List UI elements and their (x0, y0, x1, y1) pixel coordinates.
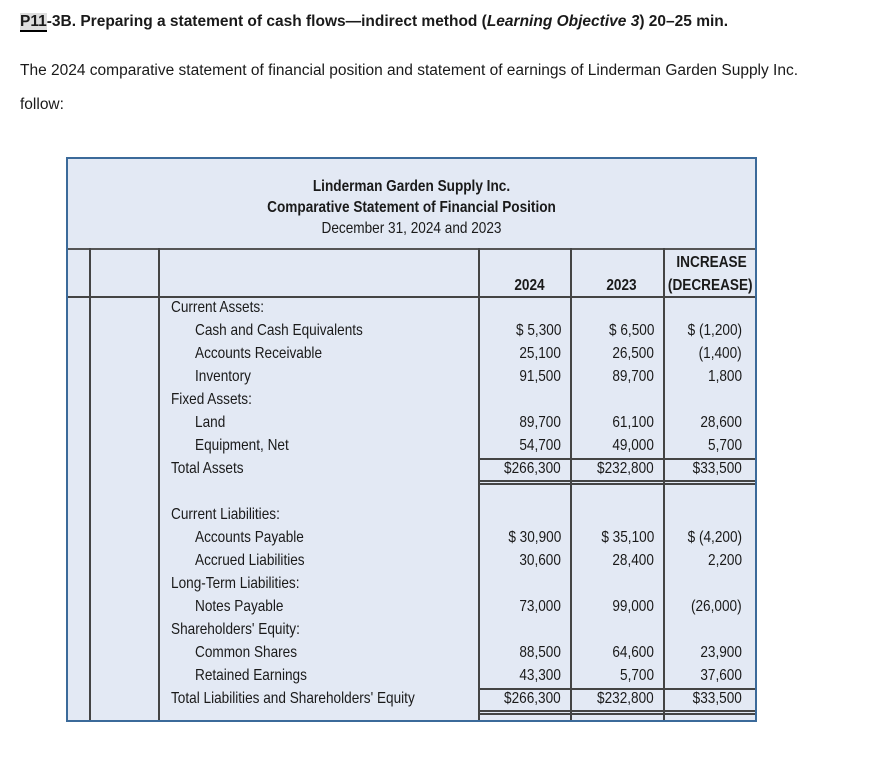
row-label: Retained Earnings (195, 667, 307, 684)
row-label: Current Liabilities: (171, 506, 280, 523)
row-label: Long-Term Liabilities: (171, 575, 300, 592)
value-change: $33,500 (692, 690, 742, 707)
divider (158, 248, 160, 720)
value-2023: 49,000 (612, 437, 654, 454)
value-2024: 91,500 (519, 368, 561, 385)
value-change: 23,900 (700, 644, 742, 661)
time-estimate: ) 20–25 min. (639, 13, 729, 30)
value-2024: 25,100 (519, 345, 561, 362)
row-label: Fixed Assets: (171, 391, 252, 408)
row-label: Total Assets (171, 460, 244, 477)
total-double-rule (479, 480, 755, 482)
value-2024: $ 5,300 (515, 322, 561, 339)
statement-date: December 31, 2024 and 2023 (321, 220, 502, 237)
problem-code: P11 (20, 13, 47, 30)
value-change: 5,700 (707, 437, 742, 454)
value-change: $ (1,200) (687, 322, 742, 339)
value-change: (26,000) (691, 598, 742, 615)
value-2023: $232,800 (597, 690, 654, 707)
col-2023: 2023 (606, 277, 637, 294)
problem-title (20, 13, 728, 31)
value-2023: 61,100 (612, 414, 654, 431)
value-2023: $ 35,100 (601, 529, 654, 546)
total-double-rule (479, 713, 755, 715)
row-label: Notes Payable (195, 598, 284, 615)
value-change: 28,600 (700, 414, 742, 431)
divider (89, 248, 91, 720)
value-2023: $ 6,500 (608, 322, 654, 339)
value-2023: 28,400 (612, 552, 654, 569)
row-label: Cash and Cash Equivalents (195, 322, 363, 339)
col-change-2: (DECREASE) (668, 277, 753, 294)
value-2023: 89,700 (612, 368, 654, 385)
col-2024: 2024 (514, 277, 545, 294)
value-2023: $232,800 (597, 460, 654, 477)
row-label: Current Assets: (171, 299, 264, 316)
value-2023: 99,000 (612, 598, 654, 615)
title-text: -3B. Preparing a statement of cash flows—indirect method ( (46, 13, 487, 30)
row-label: Shareholders' Equity: (171, 621, 300, 638)
row-label: Accounts Receivable (195, 345, 323, 362)
value-2024: 73,000 (519, 598, 561, 615)
statement-header (68, 159, 755, 250)
value-change: $33,500 (692, 460, 742, 477)
learning-objective: Learning Objective 3 (486, 13, 640, 30)
total-rule (479, 688, 755, 690)
value-2023: 64,600 (612, 644, 654, 661)
value-2024: 88,500 (519, 644, 561, 661)
value-2024: 30,600 (519, 552, 561, 569)
company-name: Linderman Garden Supply Inc. (312, 178, 511, 195)
total-double-rule (479, 710, 755, 712)
value-2023: 5,700 (619, 667, 654, 684)
row-label: Land (195, 414, 226, 431)
value-change: 1,800 (707, 368, 742, 385)
value-2023: 26,500 (612, 345, 654, 362)
row-label: Total Liabilities and Shareholders' Equity (171, 690, 415, 707)
value-change: (1,400) (698, 345, 742, 362)
value-2024: $266,300 (504, 460, 561, 477)
row-label: Accrued Liabilities (195, 552, 305, 569)
row-label: Common Shares (195, 644, 298, 661)
value-2024: 89,700 (519, 414, 561, 431)
value-2024: $266,300 (504, 690, 561, 707)
value-2024: 43,300 (519, 667, 561, 684)
total-double-rule (479, 483, 755, 485)
financial-position-statement (66, 157, 757, 722)
total-rule (479, 458, 755, 460)
intro-text: The 2024 comparative statement of financial position and statement of earnings of Linderman Garden Supply Inc. follow: (20, 62, 799, 113)
value-change: 2,200 (707, 552, 742, 569)
statement-title: Comparative Statement of Financial Position (267, 199, 556, 216)
row-label: Equipment, Net (195, 437, 289, 454)
col-change-1: INCREASE (676, 254, 747, 271)
row-label: Accounts Payable (195, 529, 304, 546)
value-2024: $ 30,900 (508, 529, 561, 546)
value-change: $ (4,200) (687, 529, 742, 546)
value-2024: 54,700 (519, 437, 561, 454)
value-change: 37,600 (700, 667, 742, 684)
row-label: Inventory (195, 368, 251, 385)
